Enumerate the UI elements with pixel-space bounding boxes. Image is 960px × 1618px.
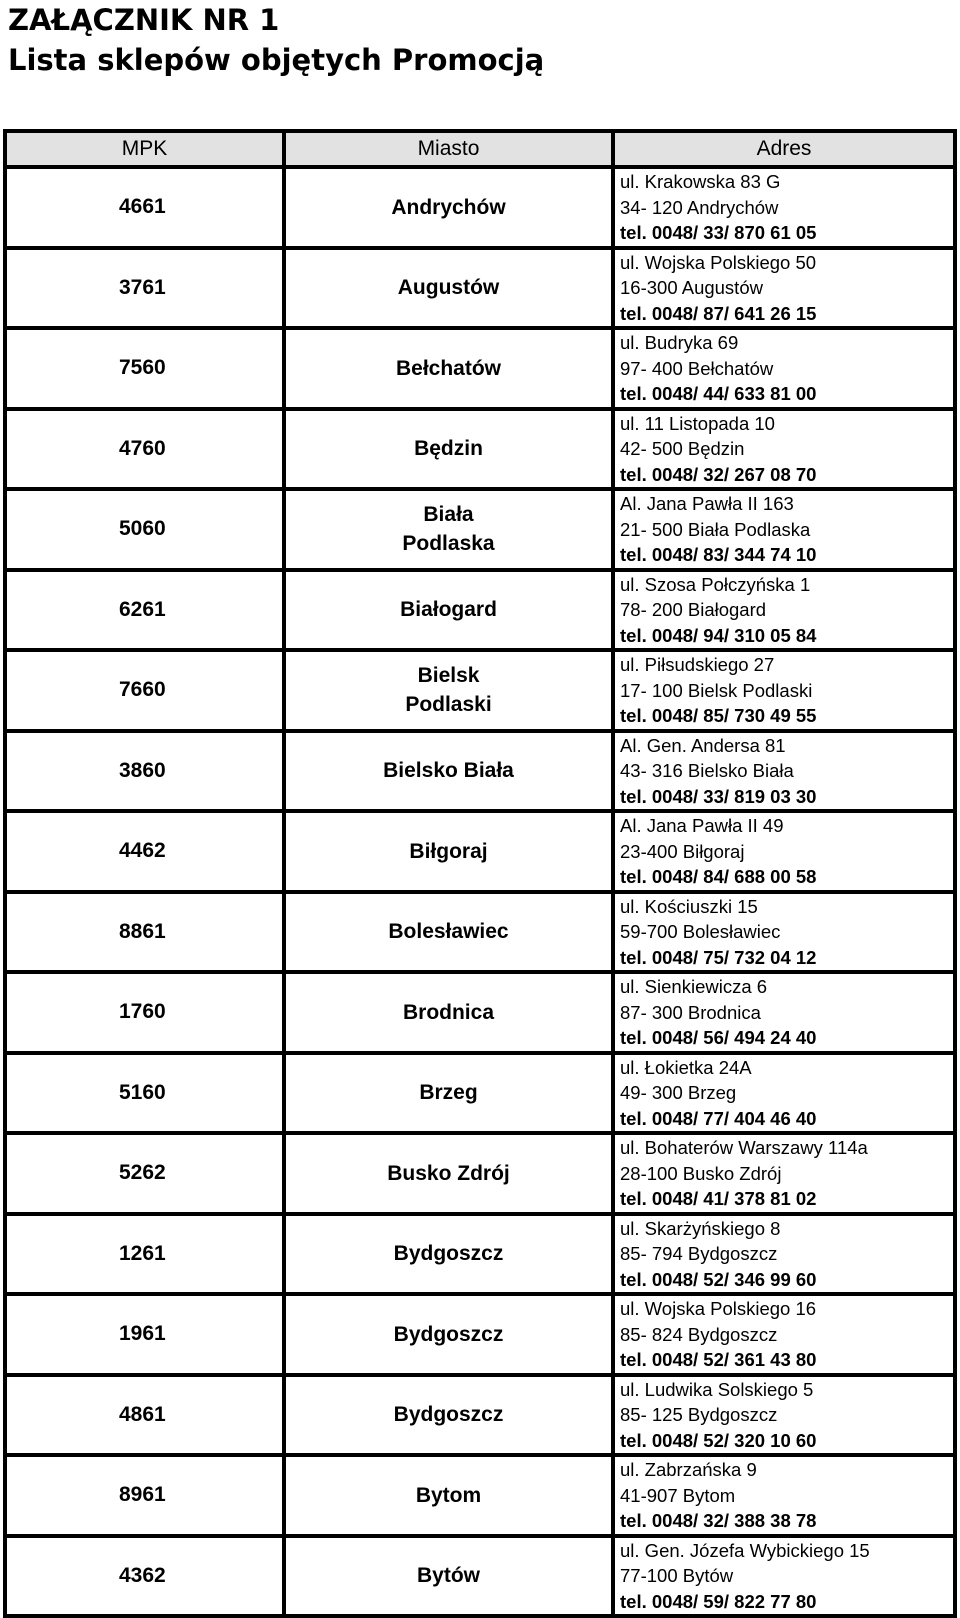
- table-row: [5, 811, 955, 892]
- postal-line: 77-100 Bytów: [620, 1565, 734, 1586]
- postal-line: 59-700 Bolesławiec: [620, 921, 781, 942]
- street-line: ul. Piłsudskiego 27: [620, 654, 775, 675]
- address-cell: [613, 892, 955, 973]
- postal-line: 16-300 Augustów: [620, 277, 763, 298]
- city-name: Bydgoszcz: [393, 1322, 504, 1346]
- mpk-cell: 7660: [5, 650, 284, 731]
- mpk-cell: 5262: [5, 1133, 284, 1214]
- mpk-cell: 8861: [5, 892, 284, 973]
- phone-line: tel. 0048/ 75/ 732 04 12: [620, 946, 817, 968]
- city-cell: [284, 409, 613, 490]
- table-row: [5, 248, 955, 329]
- city-name: Bytów: [417, 1564, 480, 1588]
- city-cell: [284, 1053, 613, 1134]
- table-row: [5, 1375, 955, 1456]
- postal-line: 23-400 Biłgoraj: [620, 840, 745, 862]
- table-row: [5, 1053, 955, 1134]
- street-line: ul. Skarżyńskiego 8: [620, 1217, 781, 1239]
- address-cell: [613, 731, 955, 812]
- city-cell: [284, 1536, 613, 1617]
- street-line: ul. Wojska Polskiego 16: [620, 1298, 817, 1319]
- city-name: Biała Podlaska: [402, 503, 495, 556]
- city-cell: [284, 167, 613, 248]
- address-cell: [613, 1455, 955, 1536]
- mpk-cell: 4661: [5, 167, 284, 248]
- postal-line: 97- 400 Bełchatów: [620, 357, 774, 379]
- city-name: Augustów: [397, 276, 500, 300]
- city-name: Bielsko Biała: [383, 759, 514, 783]
- street-line: Al. Jana Pawła II 163: [620, 493, 794, 514]
- table-row: [5, 731, 955, 812]
- phone-line: tel. 0048/ 87/ 641 26 15: [620, 302, 817, 324]
- street-line: Al. Jana Pawła II 49: [620, 815, 784, 836]
- table-row: [5, 972, 955, 1053]
- city-name: Bełchatów: [395, 356, 502, 380]
- mpk-cell: 6261: [5, 570, 284, 651]
- postal-line: 17- 100 Bielsk Podlaski: [620, 679, 813, 701]
- header-mpk: MPK: [5, 131, 284, 167]
- street-line: ul. Bohaterów Warszawy 114a: [620, 1137, 868, 1158]
- mpk-cell: 4362: [5, 1536, 284, 1617]
- city-cell: [284, 1133, 613, 1214]
- address-cell: [613, 570, 955, 651]
- table-row: [5, 409, 955, 490]
- postal-line: 85- 125 Bydgoszcz: [620, 1404, 778, 1425]
- phone-line: tel. 0048/ 59/ 822 77 80: [620, 1590, 817, 1612]
- annex-heading: ZAŁĄCZNIK NR 1: [8, 3, 280, 37]
- city-name: Brzeg: [419, 1081, 478, 1105]
- city-cell: [284, 1294, 613, 1375]
- city-cell: [284, 248, 613, 329]
- city-cell: [284, 570, 613, 651]
- address-cell: [613, 167, 955, 248]
- table-row: [5, 489, 955, 570]
- table-row: [5, 1455, 955, 1536]
- city-cell: [284, 811, 613, 892]
- mpk-cell: 3761: [5, 248, 284, 329]
- city-cell: [284, 328, 613, 409]
- postal-line: 85- 824 Bydgoszcz: [620, 1323, 778, 1345]
- list-heading: Lista sklepów objętych Promocją: [8, 43, 545, 77]
- phone-line: tel. 0048/ 52/ 320 10 60: [620, 1429, 817, 1451]
- street-line: ul. Kościuszki 15: [620, 895, 758, 917]
- address-cell: [613, 1053, 955, 1134]
- address-cell: [613, 811, 955, 892]
- header-address: Adres: [613, 131, 955, 167]
- street-line: ul. 11 Listopada 10: [620, 412, 775, 434]
- city-name: Bolesławiec: [388, 920, 509, 944]
- city-name: Busko Zdrój: [387, 1161, 510, 1185]
- city-name: Bytom: [415, 1483, 482, 1507]
- city-name: Brodnica: [402, 1000, 494, 1024]
- address-cell: [613, 1536, 955, 1617]
- table-row: [5, 892, 955, 973]
- city-cell: [284, 1455, 613, 1536]
- phone-line: tel. 0048/ 83/ 344 74 10: [620, 544, 817, 565]
- postal-line: 21- 500 Biała Podlaska: [620, 518, 811, 540]
- mpk-cell: 1760: [5, 972, 284, 1053]
- mpk-cell: 8961: [5, 1455, 284, 1536]
- street-line: Al. Gen. Andersa 81: [620, 734, 786, 756]
- city-name: Biłgoraj: [409, 839, 488, 863]
- street-line: ul. Wojska Polskiego 50: [620, 251, 817, 273]
- address-cell: [613, 409, 955, 490]
- street-line: ul. Zabrzańska 9: [620, 1459, 757, 1480]
- street-line: ul. Sienkiewicza 6: [620, 976, 768, 997]
- phone-line: tel. 0048/ 56/ 494 24 40: [620, 1027, 817, 1048]
- phone-line: tel. 0048/ 33/ 870 61 05: [620, 222, 817, 243]
- street-line: ul. Łokietka 24A: [620, 1056, 752, 1078]
- mpk-cell: 4760: [5, 409, 284, 490]
- table-row: [5, 570, 955, 651]
- phone-line: tel. 0048/ 33/ 819 03 30: [620, 785, 817, 807]
- address-cell: [613, 1375, 955, 1456]
- city-cell: [284, 731, 613, 812]
- table-row: [5, 1294, 955, 1375]
- city-cell: [284, 489, 613, 570]
- table-row: [5, 650, 955, 731]
- street-line: ul. Ludwika Solskiego 5: [620, 1378, 814, 1400]
- city-name: Będzin: [414, 437, 483, 461]
- postal-line: 41-907 Bytom: [620, 1484, 736, 1506]
- table-body: [5, 167, 955, 1616]
- table-row: [5, 167, 955, 248]
- postal-line: 34- 120 Andrychów: [620, 196, 779, 218]
- address-cell: [613, 489, 955, 570]
- phone-line: tel. 0048/ 94/ 310 05 84: [620, 624, 817, 646]
- city-cell: [284, 1375, 613, 1456]
- phone-line: tel. 0048/ 85/ 730 49 55: [620, 705, 817, 726]
- postal-line: 28-100 Busko Zdrój: [620, 1162, 782, 1184]
- mpk-cell: 3860: [5, 731, 284, 812]
- address-cell: [613, 650, 955, 731]
- city-cell: [284, 650, 613, 731]
- postal-line: 43- 316 Bielsko Biała: [620, 760, 794, 781]
- mpk-cell: 5160: [5, 1053, 284, 1134]
- mpk-cell: 4861: [5, 1375, 284, 1456]
- address-cell: [613, 1294, 955, 1375]
- address-cell: [613, 248, 955, 329]
- address-cell: [613, 972, 955, 1053]
- table-header-row: [5, 131, 955, 167]
- street-line: ul. Budryka 69: [620, 332, 739, 353]
- phone-line: tel. 0048/ 52/ 361 43 80: [620, 1349, 817, 1370]
- mpk-cell: 7560: [5, 328, 284, 409]
- mpk-cell: 4462: [5, 811, 284, 892]
- table-row: [5, 1214, 955, 1295]
- mpk-cell: 5060: [5, 489, 284, 570]
- address-cell: [613, 328, 955, 409]
- address-cell: [613, 1133, 955, 1214]
- phone-line: tel. 0048/ 32/ 267 08 70: [620, 463, 817, 485]
- postal-line: 49- 300 Brzeg: [620, 1082, 737, 1103]
- mpk-cell: 1261: [5, 1214, 284, 1295]
- street-line: ul. Krakowska 83 G: [620, 171, 781, 192]
- city-name: Białogard: [400, 598, 497, 622]
- header-city: Miasto: [284, 131, 613, 167]
- phone-line: tel. 0048/ 44/ 633 81 00: [620, 383, 817, 404]
- table-row: [5, 1133, 955, 1214]
- city-cell: [284, 892, 613, 973]
- mpk-cell: 1961: [5, 1294, 284, 1375]
- stores-table: [3, 129, 957, 1618]
- postal-line: 85- 794 Bydgoszcz: [620, 1243, 778, 1264]
- phone-line: tel. 0048/ 77/ 404 46 40: [620, 1107, 817, 1129]
- table-row: [5, 328, 955, 409]
- phone-line: tel. 0048/ 41/ 378 81 02: [620, 1188, 817, 1209]
- city-cell: [284, 1214, 613, 1295]
- city-cell: [284, 972, 613, 1053]
- city-name: Bydgoszcz: [393, 1242, 504, 1266]
- phone-line: tel. 0048/ 32/ 388 38 78: [620, 1510, 817, 1531]
- city-name: Bydgoszcz: [393, 1403, 504, 1427]
- street-line: ul. Gen. Józefa Wybickiego 15: [620, 1539, 870, 1561]
- street-line: ul. Szosa Połczyńska 1: [620, 573, 811, 595]
- city-name: Andrychów: [391, 195, 506, 219]
- postal-line: 42- 500 Będzin: [620, 438, 745, 459]
- postal-line: 78- 200 Białogard: [620, 599, 767, 620]
- phone-line: tel. 0048/ 84/ 688 00 58: [620, 866, 817, 887]
- city-name: Bielsk Podlaski: [405, 664, 492, 717]
- phone-line: tel. 0048/ 52/ 346 99 60: [620, 1268, 817, 1290]
- address-cell: [613, 1214, 955, 1295]
- document-title: [8, 0, 544, 80]
- table-row: [5, 1536, 955, 1617]
- postal-line: 87- 300 Brodnica: [620, 1001, 761, 1023]
